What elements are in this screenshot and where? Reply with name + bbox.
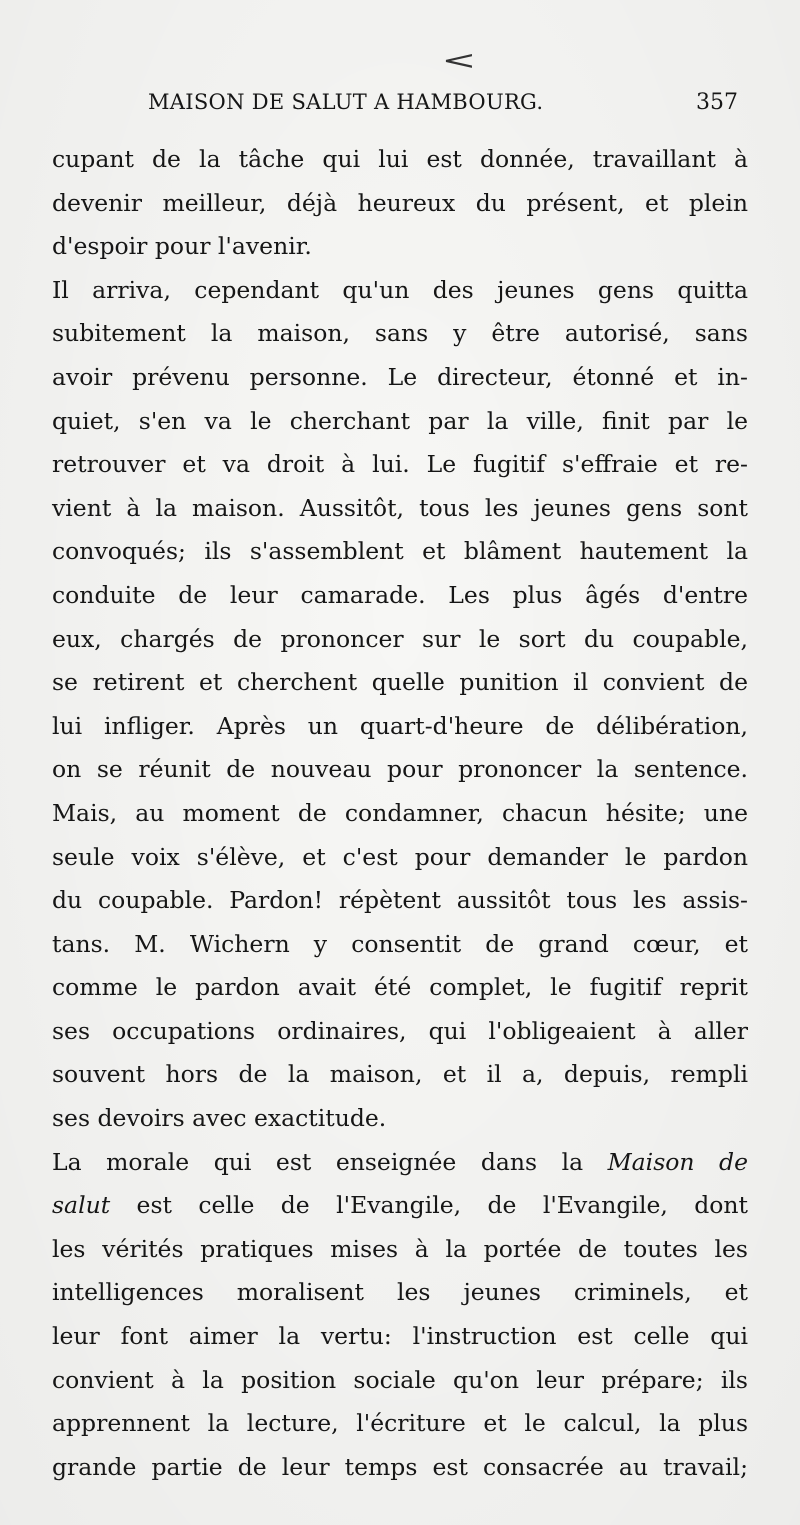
text-line: comme le pardon avait été complet, le fugitif reprit [52, 973, 748, 1002]
text-line: seule voix s'élève, et c'est pour demander le pardon [52, 842, 748, 871]
italic-title: salut [52, 1191, 111, 1220]
text-line [52, 1141, 748, 1185]
text-line: quiet, s'en va le cherchant par la ville, finit par le [52, 406, 748, 435]
text-line: les vérités pratiques mises à la portée de toutes les [52, 1234, 748, 1263]
text-line: vient à la maison. Aussitôt, tous les jeunes gens sont [52, 493, 748, 522]
text-line: Mais, au moment de condamner, chacun hésite; une [52, 798, 748, 827]
text-line: intelligences moralisent les jeunes criminels, et [52, 1278, 748, 1307]
page-number: 357 [696, 90, 738, 115]
text-line: apprennent la lecture, l'écriture et le calcul, la plus [52, 1409, 748, 1438]
text-line: conduite de leur camarade. Les plus âgés d'entre [52, 580, 748, 609]
text-line: avoir prévenu personne. Le directeur, étonné et in- [52, 362, 748, 391]
text-line: du coupable. Pardon! répètent aussitôt tous les assis- [52, 886, 748, 915]
text-line: lui infliger. Après un quart-d'heure de délibération, [52, 711, 748, 740]
text-line: leur font aimer la vertu: l'instruction est celle qui [52, 1322, 748, 1351]
text-segment: est celle de l'Evangile, de l'Evangile, dont [110, 1191, 748, 1220]
text-line: convient à la position sociale qu'on leur prépare; ils [52, 1365, 748, 1394]
text-line: se retirent et cherchent quelle punition il convient de [52, 668, 748, 697]
text-line: souvent hors de la maison, et il a, depuis, rempli [52, 1060, 748, 1089]
text-line: convoqués; ils s'assemblent et blâment hautement la [52, 537, 748, 566]
text-line: d'espoir pour l'avenir. [52, 232, 312, 261]
text-line: cupant de la tâche qui lui est donnée, travaillant à [52, 145, 748, 173]
pencil-mark: < [441, 46, 477, 76]
text-line: tans. M. Wichern y consentit de grand cœur, et [52, 929, 748, 958]
italic-title: Maison de [607, 1147, 748, 1176]
text-line: eux, chargés de prononcer sur le sort du coupable, [52, 624, 748, 653]
text-line: devenir meilleur, déjà heureux du présent, et plein [52, 188, 748, 217]
text-line: retrouver et va droit à lui. Le fugitif s'effraie et re- [52, 450, 748, 479]
text-segment: La morale qui est enseignée dans la [52, 1147, 608, 1176]
running-head: MAISON DE SALUT A HAMBOURG. [148, 90, 544, 114]
text-line [52, 1184, 748, 1228]
text-line: subitement la maison, sans y être autorisé, sans [52, 319, 748, 348]
text-line: ses devoirs avec exactitude. [52, 1104, 387, 1133]
text-line: Il arriva, cependant qu'un des jeunes gens quitta [52, 275, 748, 304]
text-line: grande partie de leur temps est consacrée au travail; [52, 1452, 748, 1481]
body-text [52, 138, 748, 1489]
text-line: ses occupations ordinaires, qui l'obligeaient à aller [52, 1016, 748, 1045]
text-line: on se réunit de nouveau pour prononcer la sentence. [52, 755, 748, 784]
